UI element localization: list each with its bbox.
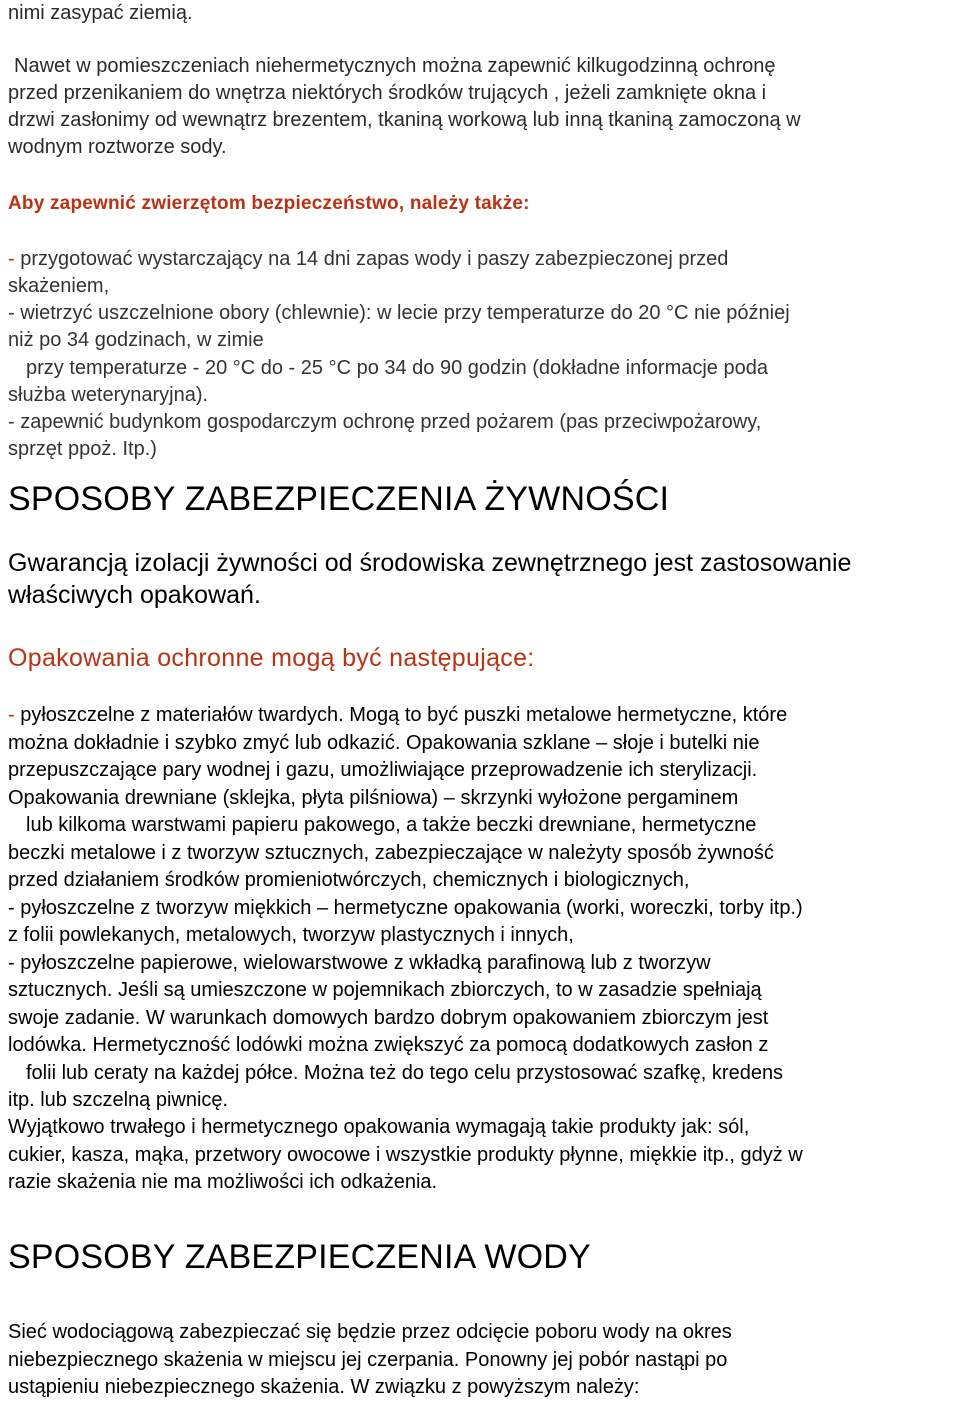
list-item-text: przygotować wystarczający na 14 dni zapas wody i paszy zabezpieczonej przed [14,248,729,270]
subheading-packaging: Opakowania ochronne mogą być następujące: [8,644,535,672]
list-item [8,702,787,729]
paragraph-line: wodnym roztworze sody. [8,136,227,158]
paragraph-line: przepuszczające pary wodnej i gazu, umożliwiające przeprowadzenie ich sterylizacji. [8,759,758,781]
list-item: - zapewnić budynkom gospodarczym ochronę przed pożarem (pas przeciwpożarowy, [8,411,762,433]
paragraph-line: z folii powlekanych, metalowych, tworzyw plastycznych i innych, [8,924,574,946]
paragraph-line: skażeniem, [8,275,110,297]
paragraph-line: Opakowania drewniane (sklejka, płyta pilśniowa) – skrzynki wyłożone pergaminem [8,787,739,809]
section-heading-animals: Aby zapewnić zwierzętom bezpieczeństwo, należy także: [8,193,530,214]
paragraph-line: folii lub ceraty na każdej półce. Można też do tego celu przystosować szafkę, kredens [26,1062,784,1084]
list-item: - pyłoszczelne z tworzyw miękkich – hermetyczne opakowania (worki, woreczki, torby itp.) [8,897,803,919]
paragraph-line: Wyjątkowo trwałego i hermetycznego opakowania wymagają takie produkty jak: sól, [8,1116,750,1138]
paragraph-line: Nawet w pomieszczeniach niehermetycznych można zapewnić kilkugodzinną ochronę [14,55,776,77]
paragraph-line: lodówka. Hermetyczność lodówki można zwiększyć za pomocą dodatkowych zasłon z [8,1034,769,1056]
dash-marker: - [8,704,15,726]
list-item: - pyłoszczelne papierowe, wielowarstwowe z wkładką parafinową lub z tworzyw [8,952,711,974]
paragraph-line: itp. lub szczelną piwnicę. [8,1089,229,1111]
list-item: - wietrzyć uszczelnione obory (chlewnie): w lecie przy temperaturze do 20 °C nie później [8,302,790,324]
paragraph-line: niebezpiecznego skażenia w miejscu jej czerpania. Ponowny jej pobór nastąpi po [8,1349,728,1371]
section-title-food: SPOSOBY ZABEZPIECZENIA ŻYWNOŚCI [8,480,670,518]
paragraph-line: Sieć wodociągową zabezpieczać się będzie przez odcięcie poboru wody na okres [8,1321,732,1343]
paragraph-line: ustąpieniu niebezpiecznego skażenia. W związku z powyższym należy: [8,1376,640,1398]
section-title-water: SPOSOBY ZABEZPIECZENIA WODY [8,1238,591,1276]
paragraph-line: można dokładnie i szybko zmyć lub odkazić. Opakowania szklane – słoje i butelki nie [8,732,760,754]
paragraph-line: lub kilkoma warstwami papieru pakowego, a także beczki drewniane, hermetyczne [26,814,757,836]
paragraph-line: drzwi zasłonimy od wewnątrz brezentem, tkaniną workową lub inną tkaniną zamoczoną w [8,109,801,131]
list-item-text: pyłoszczelne z materiałów twardych. Mogą to być puszki metalowe hermetyczne, które [14,704,788,726]
paragraph-line: przed przenikaniem do wnętrza niektórych środków trujących , jeżeli zamknięte okna i [8,82,767,104]
paragraph-line: cukier, kasza, mąka, przetwory owocowe i wszystkie produkty płynne, miękkie itp., gdyż w [8,1144,803,1166]
paragraph-line: służba weterynaryjna). [8,384,209,406]
list-item [8,246,728,273]
paragraph-line: beczki metalowe i z tworzyw sztucznych, zabezpieczające w należyty sposób żywność [8,842,774,864]
intro-line: właściwych opakowań. [8,581,261,609]
paragraph-line: sztucznych. Jeśli są umieszczone w pojemnikach zbiorczych, to w zasadzie spełniają [8,979,762,1001]
paragraph-line: swoje zadanie. W warunkach domowych bardzo dobrym opakowaniem zbiorczym jest [8,1007,769,1029]
paragraph-line: przed działaniem środków promieniotwórczych, chemicznych i biologicznych, [8,869,690,891]
paragraph-line: sprzęt ppoż. Itp.) [8,438,157,460]
intro-line: Gwarancją izolacji żywności od środowiska zewnętrznego jest zastosowanie [8,549,852,577]
paragraph-line: razie skażenia nie ma możliwości ich odkażenia. [8,1171,438,1193]
paragraph-line: niż po 34 godzinach, w zimie [8,329,264,351]
paragraph-line: przy temperaturze - 20 °C do - 25 °C po 34 do 90 godzin (dokładne informacje poda [26,357,768,379]
dash-marker: - [8,248,15,270]
text-line: nimi zasypać ziemią. [8,2,193,24]
